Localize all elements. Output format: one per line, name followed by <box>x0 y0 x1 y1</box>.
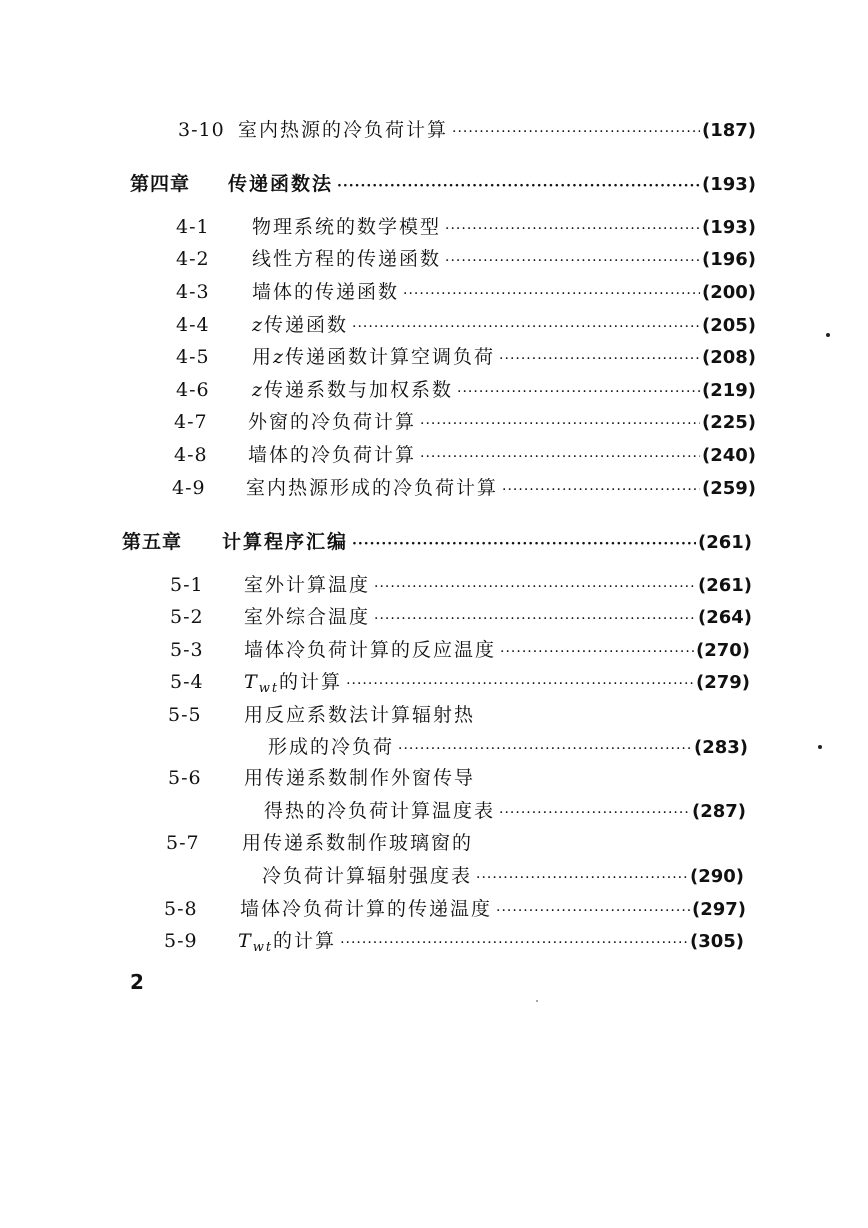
entry-title-line2: 冷负荷计算辐射强度表 <box>262 865 473 887</box>
title-variable: T <box>244 671 259 693</box>
entry-page: (264) <box>697 607 752 628</box>
entry-number: 5-5 <box>168 704 202 726</box>
page-number: 2 <box>130 970 144 994</box>
dot-leader <box>502 478 700 502</box>
entry-title <box>238 929 336 960</box>
toc-entry-4-3[interactable] <box>176 280 756 306</box>
dot-leader <box>500 640 694 664</box>
dot-leader <box>445 249 700 273</box>
dot-leader <box>496 899 690 923</box>
entry-page: (270) <box>695 640 750 661</box>
entry-number: 4-7 <box>174 411 208 433</box>
chapter-number: 第五章 <box>122 531 183 553</box>
entry-title-line2: 形成的冷负荷 <box>268 736 395 758</box>
entry-title: 线性方程的传递函数 <box>252 248 442 270</box>
scan-speck <box>536 1000 538 1002</box>
entry-number: 5-8 <box>164 898 198 920</box>
title-variable: T <box>238 930 253 952</box>
dot-leader <box>457 380 700 404</box>
dot-leader <box>352 532 696 556</box>
title-subscript: wt <box>258 681 280 696</box>
dot-leader <box>352 315 700 339</box>
title-prefix: 用 <box>252 346 274 368</box>
toc-entry-5-8[interactable] <box>164 897 746 923</box>
entry-number: 4-1 <box>176 216 210 238</box>
dot-leader <box>374 575 696 599</box>
entry-page: (193) <box>701 217 756 238</box>
toc-entry-5-3[interactable] <box>170 638 750 664</box>
entry-page: (225) <box>701 412 756 433</box>
entry-title-line1: 用传递系数制作外窗传导 <box>244 767 476 789</box>
chapter-page: (193) <box>701 174 756 195</box>
entry-title: 室内热源的冷负荷计算 <box>238 119 449 141</box>
toc-entry-5-7-line2[interactable] <box>262 864 744 890</box>
title-text: 的计算 <box>273 930 337 952</box>
chapter-title: 计算程序汇编 <box>222 531 349 553</box>
dot-leader <box>398 737 692 761</box>
title-variable: z <box>252 379 265 401</box>
entry-number: 4-9 <box>172 477 206 499</box>
scan-speck <box>818 745 822 749</box>
toc-entry-4-2[interactable] <box>176 247 756 273</box>
title-text: 传递函数 <box>264 314 349 336</box>
dot-leader <box>403 282 700 306</box>
entry-page: (205) <box>701 315 756 336</box>
entry-page: (305) <box>689 931 744 952</box>
toc-entry-5-7-line1[interactable] <box>166 831 616 855</box>
entry-title <box>252 378 453 402</box>
toc-entry-5-1[interactable] <box>170 573 752 599</box>
entry-title: 墙体冷负荷计算的传递温度 <box>240 898 493 920</box>
dot-leader <box>374 607 696 631</box>
chapter-page: (261) <box>697 532 752 553</box>
toc-entry-5-6-line1[interactable] <box>168 766 618 790</box>
chapter-title: 传递函数法 <box>228 173 334 195</box>
toc-entry-5-5-line2[interactable] <box>268 735 748 761</box>
entry-number: 4-2 <box>176 248 210 270</box>
toc-entry-5-9[interactable] <box>164 929 744 960</box>
entry-number: 4-6 <box>176 379 210 401</box>
title-text: 的计算 <box>279 671 343 693</box>
title-text: 传递函数计算空调负荷 <box>285 346 496 368</box>
entry-title <box>252 345 495 369</box>
entry-number: 5-7 <box>166 832 200 854</box>
toc-entry-4-4[interactable] <box>176 313 756 339</box>
entry-page: (261) <box>697 575 752 596</box>
entry-title: 室内热源形成的冷负荷计算 <box>246 477 499 499</box>
toc-entry-5-4[interactable] <box>170 670 750 701</box>
entry-number: 4-4 <box>176 314 210 336</box>
entry-page: (208) <box>701 347 756 368</box>
toc-entry-4-6[interactable] <box>176 378 756 404</box>
entry-title: 外窗的冷负荷计算 <box>248 411 417 433</box>
entry-page: (196) <box>701 249 756 270</box>
entry-title <box>252 313 348 337</box>
toc-entry-5-5-line1[interactable] <box>168 703 618 727</box>
entry-title: 墙体的传递函数 <box>252 281 400 303</box>
entry-title-line1: 用反应系数法计算辐射热 <box>244 704 476 726</box>
title-text: 传递系数与加权系数 <box>264 379 454 401</box>
toc-entry-4-1[interactable] <box>176 215 756 241</box>
entry-title-line2: 得热的冷负荷计算温度表 <box>264 800 496 822</box>
scan-speck <box>826 333 830 337</box>
entry-title <box>244 670 342 701</box>
toc-entry-4-7[interactable] <box>174 410 756 436</box>
entry-page: (219) <box>701 380 756 401</box>
dot-leader <box>346 672 694 696</box>
entry-title-line1: 用传递系数制作玻璃窗的 <box>242 832 474 854</box>
dot-leader <box>420 445 700 469</box>
title-subscript: wt <box>252 940 274 955</box>
entry-page: (290) <box>689 866 744 887</box>
entry-page: (240) <box>701 445 756 466</box>
dot-leader <box>340 931 688 955</box>
entry-page: (187) <box>701 120 756 141</box>
toc-entry-4-5[interactable] <box>176 345 756 371</box>
toc-entry-4-8[interactable] <box>174 443 756 469</box>
dot-leader <box>476 866 688 890</box>
entry-number: 5-9 <box>164 930 198 952</box>
toc-entry-5-6-line2[interactable] <box>264 799 746 825</box>
dot-leader <box>499 801 690 825</box>
entry-title: 墙体冷负荷计算的反应温度 <box>244 639 497 661</box>
entry-title: 室外综合温度 <box>244 606 371 628</box>
dot-leader <box>420 412 700 436</box>
toc-entry-4-9[interactable] <box>172 476 756 502</box>
entry-number: 4-3 <box>176 281 210 303</box>
entry-number: 4-8 <box>174 444 208 466</box>
entry-page: (259) <box>701 478 756 499</box>
chapter-number: 第四章 <box>130 173 191 195</box>
entry-number: 5-6 <box>168 767 202 789</box>
entry-page: (200) <box>701 282 756 303</box>
entry-number: 5-4 <box>170 671 204 693</box>
title-variable: z <box>252 314 265 336</box>
entry-page: (297) <box>691 899 746 920</box>
dot-leader <box>337 174 700 198</box>
dot-leader <box>499 347 700 371</box>
dot-leader <box>452 120 700 144</box>
entry-title: 室外计算温度 <box>244 574 371 596</box>
entry-number: 5-3 <box>170 639 204 661</box>
toc-entry-3-10[interactable] <box>178 118 756 144</box>
title-variable: z <box>273 346 286 368</box>
toc-entry-5-2[interactable] <box>170 605 752 631</box>
toc-chapter-5[interactable] <box>122 530 752 556</box>
entry-number: 5-1 <box>170 574 204 596</box>
entry-page: (279) <box>695 672 750 693</box>
entry-page: (283) <box>693 737 748 758</box>
entry-page: (287) <box>691 801 746 822</box>
entry-title: 物理系统的数学模型 <box>252 216 442 238</box>
entry-number: 4-5 <box>176 346 210 368</box>
toc-chapter-4[interactable] <box>130 172 756 198</box>
dot-leader <box>445 217 700 241</box>
entry-title: 墙体的冷负荷计算 <box>248 444 417 466</box>
entry-number: 5-2 <box>170 606 204 628</box>
entry-number: 3-10 <box>178 119 225 141</box>
